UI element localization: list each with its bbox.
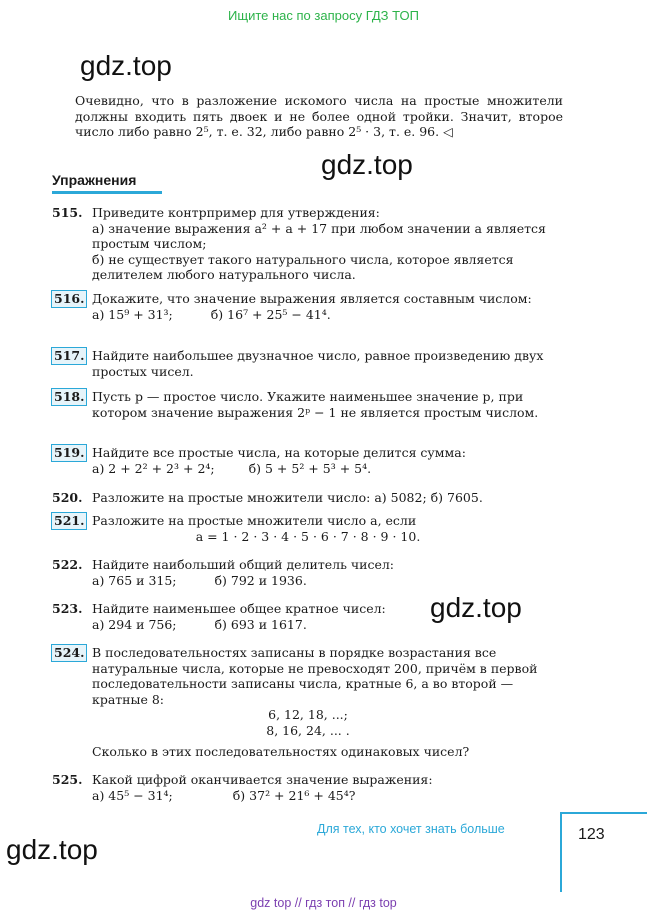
watermark: gdz.top: [80, 50, 172, 81]
exercise-item-a: а) 15⁹ + 31³;: [92, 306, 173, 322]
exercise-number: 515.: [52, 205, 83, 220]
exercise-523: [52, 601, 564, 632]
exercise-question: Сколько в этих последовательностях одинаковых чисел?: [92, 744, 470, 759]
exercise-text: Найдите все простые числа, на которые делится сумма:: [92, 445, 466, 460]
exercise-number: 520.: [52, 490, 83, 505]
page-number: 123: [578, 826, 605, 843]
exercise-item-a: а) значение выражения a² + a + 17 при любом значении a является простым числом;: [92, 220, 546, 251]
exercise-520: [52, 490, 564, 506]
exercise-522: [52, 557, 564, 588]
exercise-number: 518.: [51, 388, 87, 406]
intro-paragraph: Очевидно, что в разложение искомого числа на простые множители должны входить пять двоек и не более одной тройки. Значит, второе число либо равно 2⁵, т. е. 32, либо равно 2⁵ · 3, т. е. 96. ◁: [75, 93, 563, 139]
watermark: gdz.top: [6, 834, 98, 865]
exercise-item-b: б) 37² + 21⁶ + 45⁴?: [232, 787, 356, 803]
exercise-number: 525.: [52, 772, 83, 787]
exercise-item-b: б) 5 + 5² + 5³ + 5⁴.: [248, 460, 372, 476]
exercise-text: Найдите наименьшее общее кратное чисел:: [92, 601, 386, 616]
page-divider: [560, 812, 647, 814]
exercise-518: [52, 389, 564, 420]
exercise-text: Разложите на простые множители число: а) 5082; б) 7605.: [92, 490, 483, 505]
exercise-text: Найдите наибольший общий делитель чисел:: [92, 557, 395, 572]
exercise-item-a: а) 765 и 315;: [92, 572, 177, 588]
sequence-2: 8, 16, 24, ... .: [266, 722, 350, 738]
exercise-item-b: б) 792 и 1936.: [214, 572, 307, 588]
exercise-item-a: а) 45⁵ − 31⁴;: [92, 787, 173, 803]
exercise-number: 521.: [51, 512, 87, 530]
top-banner: Ищите нас по запросу ГДЗ ТОП: [228, 8, 419, 23]
sequence-1: 6, 12, 18, ...;: [268, 707, 348, 722]
exercise-number: 516.: [51, 290, 87, 308]
exercise-item-b: б) 16⁷ + 25⁵ − 41⁴.: [210, 306, 331, 322]
exercise-number: 517.: [51, 347, 87, 365]
exercise-number: 524.: [51, 644, 87, 662]
exercise-text: Разложите на простые множители число a, если: [92, 513, 417, 528]
section-underline: [52, 191, 162, 194]
watermark: gdz.top: [321, 149, 413, 180]
exercise-515: [52, 205, 564, 283]
exercise-519: [52, 445, 564, 476]
exercise-517: [52, 348, 564, 379]
watermark: gdz.top: [430, 592, 522, 623]
exercise-text: Найдите наибольшее двузначное число, равное произведению двух простых чисел.: [92, 348, 544, 379]
exercise-text: Докажите, что значение выражения является составным числом:: [92, 291, 532, 306]
exercise-text: Пусть p — простое число. Укажите наименьшее значение p, при котором значение выражения 2ᵖ − 1 не является простым числом.: [92, 389, 539, 420]
exercise-formula: a = 1 · 2 · 3 · 4 · 5 · 6 · 7 · 8 · 9 · 10.: [195, 528, 421, 544]
exercise-text: В последовательностях записаны в порядке возрастания все натуральные числа, которые не превосходят 200, причём в первой последовательности записаны числа, кратные 6, а во второй — кратные 8:: [92, 645, 538, 707]
exercise-516: [52, 291, 564, 322]
exercise-number: 523.: [52, 601, 83, 616]
exercise-item-b: б) не существует такого натурального числа, которое является делителем любого натурального числа.: [92, 251, 514, 282]
section-title: Упражнения: [52, 172, 137, 188]
exercise-item-a: а) 2 + 2² + 2³ + 2⁴;: [92, 460, 215, 476]
exercise-text: Какой цифрой оканчивается значение выражения:: [92, 772, 433, 787]
page-divider: [560, 812, 562, 892]
exercise-number: 522.: [52, 557, 83, 572]
exercise-text: Приведите контрпример для утверждения:: [92, 205, 380, 220]
exercise-item-a: а) 294 и 756;: [92, 616, 177, 632]
exercise-521: [52, 513, 564, 544]
exercise-item-b: б) 693 и 1617.: [214, 616, 307, 632]
exercise-number: 519.: [51, 444, 87, 462]
footer-caption: Для тех, кто хочет знать больше: [317, 822, 505, 836]
bottom-links[interactable]: gdz top // гдз топ // гдз top: [250, 896, 397, 910]
exercise-525: [52, 772, 564, 803]
exercise-524: [52, 645, 564, 760]
